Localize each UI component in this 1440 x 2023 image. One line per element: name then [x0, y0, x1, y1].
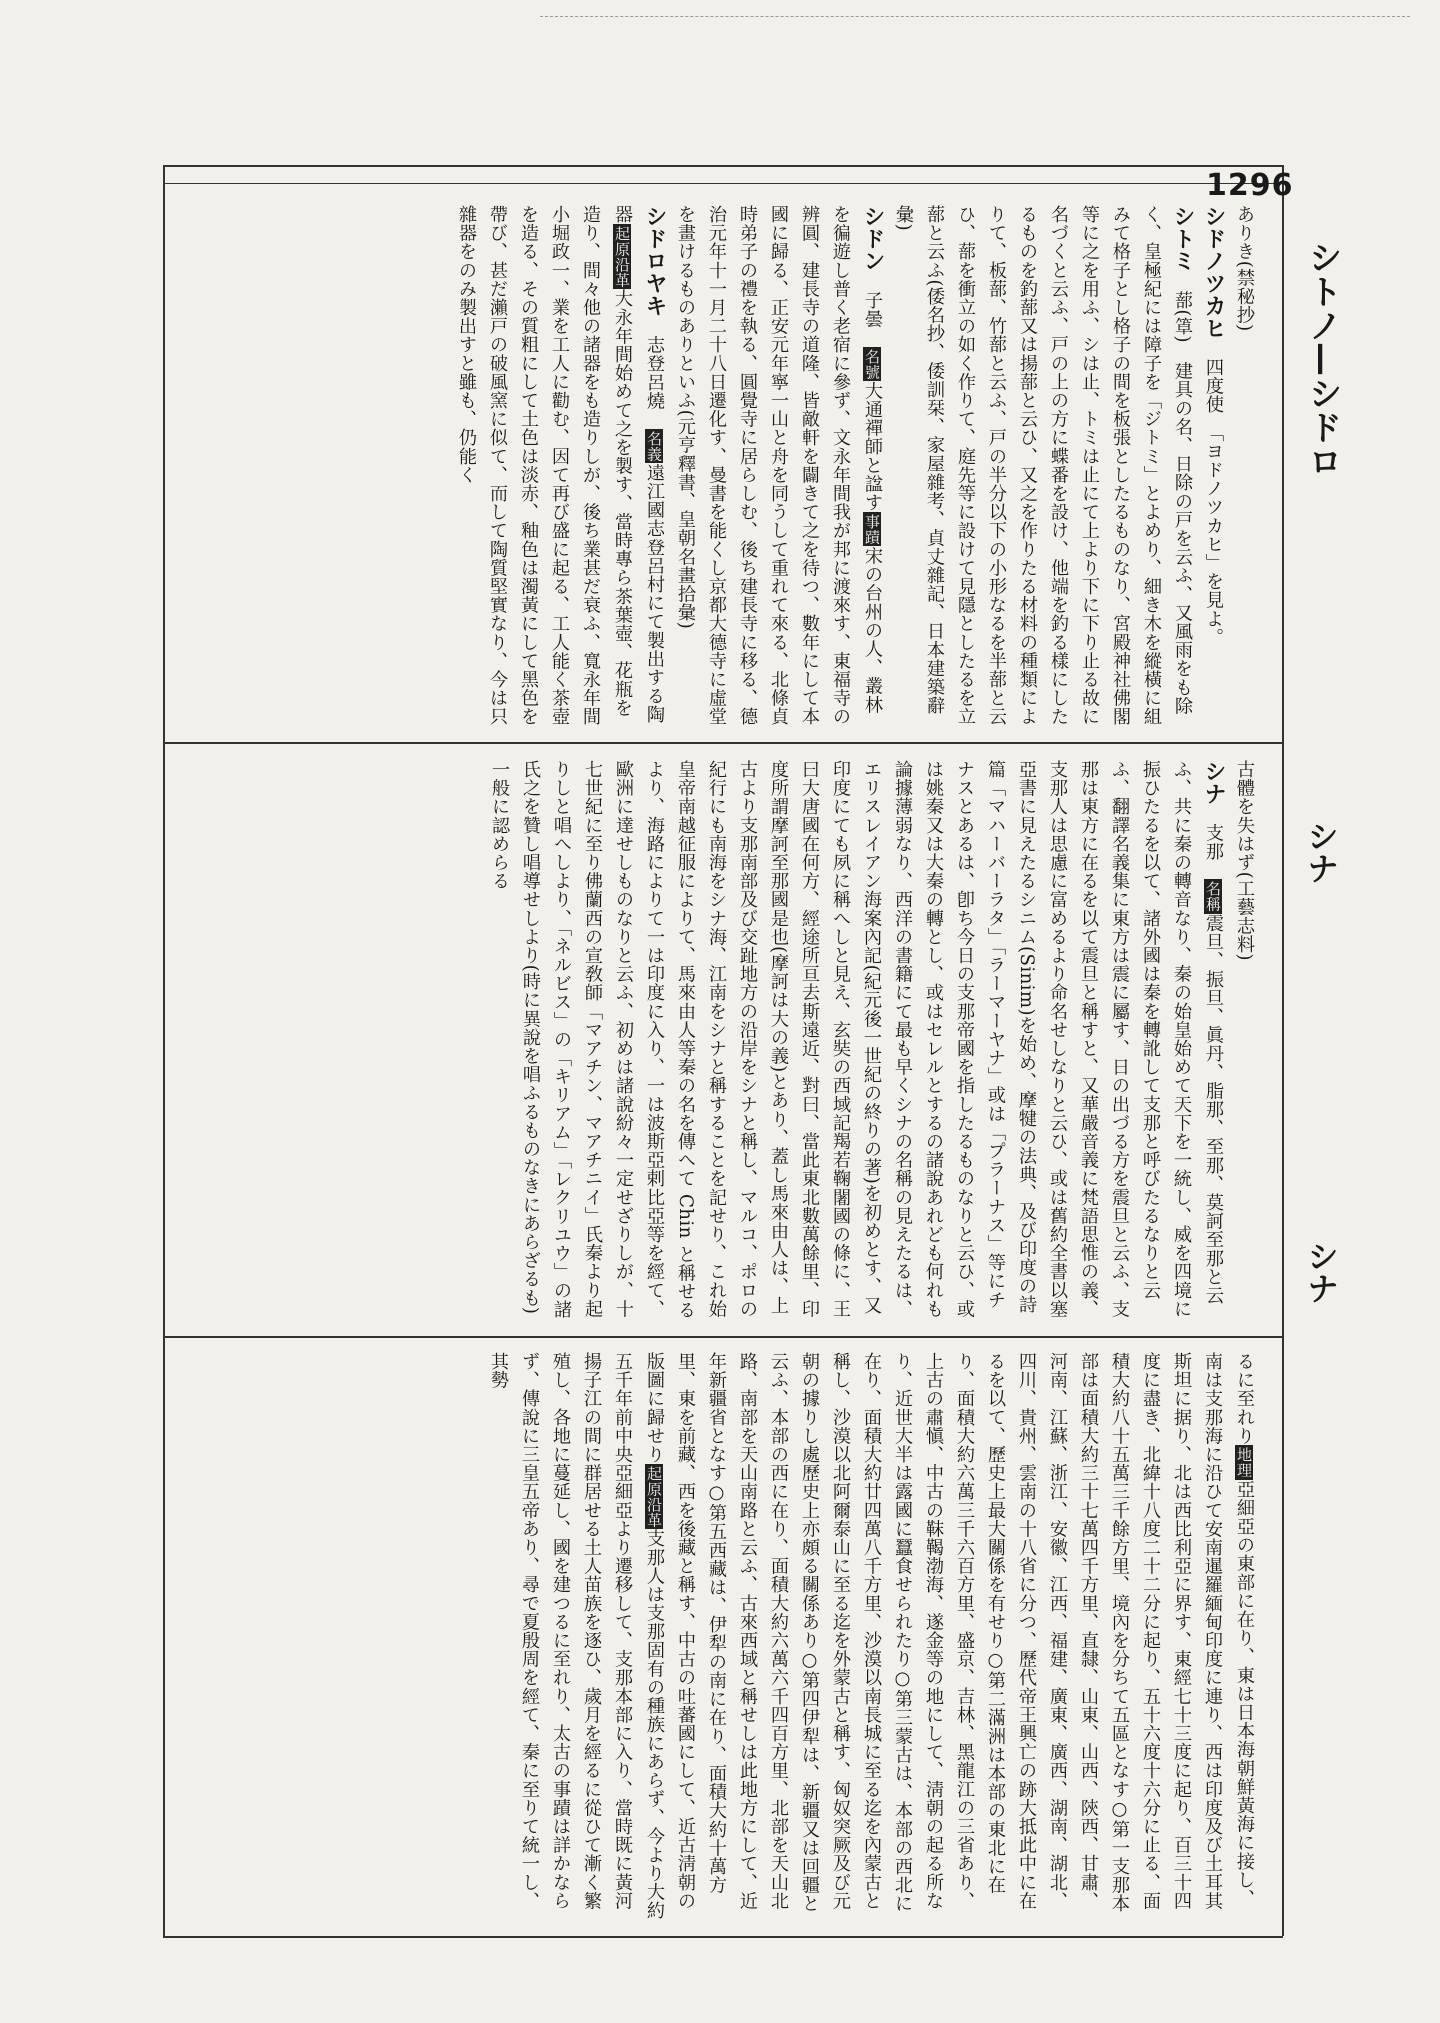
headword: シドン — [860, 205, 885, 273]
entry-body: 蔀(䈇) 建具の名、日除の戸を云ふ、又風雨をも除く、皇極紀には障子を「ジトミ」とよめり、細き木を縱橫に組みて格子とし格子の間を板張としたるものなり、宮殿神社佛閣等に之を用ふ、シは止、トミは止にて上より下に下り止る故に名づくと云ふ、戸の上の方に蝶番を設け、他端を釣る樣にしたるものを釣蔀又は揚蔀と云ひ、又之を作りたる材料の種類によりて、板蔀、竹蔀と云ふ、戸の半分以下の小形なるを半蔀と云ひ、蔀を衝立の如く作りて、庭先等に設けて見隱としたるを立蔀と云ふ(倭名抄、倭訓栞、家屋雜考、貞丈雜記、日本建築辭彙) — [893, 205, 1193, 726]
headword: シドロヤキ — [642, 205, 667, 317]
bottom-frame-rule — [163, 1936, 1283, 1938]
top-dashed-rule — [540, 16, 1410, 17]
entry-shidoroyaki — [451, 205, 670, 730]
headword: シトミ — [1170, 205, 1195, 273]
headword: シドノツカヒ — [1201, 205, 1226, 340]
entry-body: 亞細亞の東部に在り、東は日本海朝鮮黃海に接し、南は支那海に沿ひて安南暹羅緬甸印度に連り、西は印度及び土耳其斯坦に据り、北は西比利亞に界す、東經七十三度に起り、百三十四度に盡き、北緯十八度二十二分に起り、五十六度十六分に止る、面積大約八十五萬三千餘方里、境內を分ちて五區となす○第一支那本部は面積大約三十七萬四千方里、直隸、山東、山西、陝西、甘肅、河南、江蘇、浙江、安徽、江西、福建、廣東、廣西、湖南、湖北、四川、貴州、雲南の十八省に分つ、歷代帝王興亡の跡大抵此中に在るを以て、歷史上最大關係を有せり○第二滿洲は本部の東北に在り、面積大約六萬三千六百方里、盛京、吉林、黑龍江の三省あり、上古の肅愼、中古の靺鞨渤海、遂金等の地にして、淸朝の起る所なり、近世大半は露國に蠶食せられたり○第三蒙古は、本部の西北に在り、面積大約廿四萬八千方里、沙漠以南長城に至る迄を內蒙古と稱し、沙漠以北阿爾泰山に至る迄を外蒙古と稱す、匈奴突厥及び元朝の據りし處歷史上亦頗る關係あり○第四伊犁は、新疆又は回疆と云ふ、本部の西に在り、面積大約六萬六千四百方里、北部を天山北路、南部を天山南路と云ふ、古來西域と稱せしは此地方にして、近年新疆省となす○第五西藏は、伊犁の南に在り、面積大約十萬方里、東を前藏、西を後藏と稱す、中古の吐蕃國にして、近古淸朝の版圖に歸せり — [644, 1352, 1255, 1913]
top-frame-inner-rule — [163, 183, 1283, 184]
page-number: 1296 — [1206, 168, 1294, 203]
category-tag: 地理 — [1235, 1447, 1253, 1478]
entry-body: 大永年間始めて之を製す、當時專ら茶葉壺、花瓶を造り、間々他の諸器をも造りしが、後ち業甚だ衰ふ、寬永年間小堀政一、業を工人に勸む、因て再び盛に起る、工人能く茶壺を造る、その質粗にして土色は淡赤、釉色は濁黃にして黑色を帶び、甚だ瀨戸の破風窯に似て、而して陶質堅實なり、今は只雜器をのみ製出すと雖も、仍能く — [456, 205, 633, 726]
headword: シナ — [1201, 760, 1226, 805]
lower-section-text — [190, 1352, 1260, 1922]
entry-shina — [484, 760, 1229, 1325]
entry-shidon — [670, 205, 888, 730]
entry-shitomi — [888, 205, 1198, 730]
entry-body: 遠江國志登呂村にて製出する陶器 — [612, 205, 665, 724]
entry-body: 志登呂燒 — [644, 317, 665, 429]
running-head-low: シナ — [1302, 1240, 1340, 1304]
entry-body: 支那人は支那固有の種族にあらず、今より大約五千年前中央亞細亞より遷移して、支那本部に入り、當時既に黃河揚子江の間に群居せる土人苗族を逐ひ、歲月を經るに從ひて漸く繁殖し、各地に蔓延し、國を建つるに至れり、太古の事蹟は詳かならず、傳說に三皇五帝あり、尋で夏殷周を經て、秦に至りて統一し、其勢 — [488, 1352, 665, 1920]
entry-body: 大通禪師と諡す — [862, 381, 883, 512]
entry-continuation: 古體を失はず(工藝志料) — [1234, 760, 1255, 961]
running-head-mid: シナ — [1302, 820, 1340, 884]
entry-body: 支那 — [1203, 804, 1224, 880]
entry-body: 子曇 — [862, 272, 883, 347]
entry-shidonotsukahi — [1198, 205, 1229, 730]
category-tag: 名稱 — [1204, 881, 1222, 913]
middle-section-text — [190, 760, 1260, 1325]
running-head-main: シトノ—シドロ — [1302, 240, 1342, 478]
entry-shina-continued — [483, 1352, 1260, 1922]
entry-body: 宋の台州の人、叢林を徧遊し普く老宿に參ず、文永年間我が邦に渡來す、東福寺の辨圓、建長寺の道隆、皆敵軒を闢きて之を待つ、數年にして本國に歸る、正安元年寧一山と舟を同うして重れて來る、北條貞時弟子の禮を執る、圓覺寺に居らしむ、後ち建長寺に移る、德治元年十一月二十八日遷化す、曼書を能くし京都大德寺に虛堂を畫けるものありといふ(元亨釋書、皇朝名畫拾彙) — [675, 205, 883, 726]
upper-section-text — [190, 205, 1260, 730]
lower-section-divider — [163, 1336, 1283, 1338]
category-tag: 名義 — [645, 430, 663, 462]
entry-body: るに至れり — [1234, 1352, 1255, 1445]
entry-continuation: ありき(禁秘抄) — [1234, 205, 1255, 332]
right-frame-rule — [1282, 165, 1284, 1936]
category-tag: 起原沿革 — [645, 1465, 663, 1528]
upper-section-divider — [163, 742, 1283, 744]
top-frame-rule — [163, 165, 1283, 167]
category-tag: 起原沿革 — [613, 225, 631, 288]
category-tag: 事蹟 — [863, 513, 881, 545]
entry-body: 震旦、振旦、眞丹、脂那、至那、莫訶至那と云ふ、共に秦の轉音なり、秦の始皇始めて天下を一統し、威を四境に振ひたるを以て、諸外國は秦を轉訛して支那と呼びたるなりと云ふ、翻譯名義集に東方は震に屬す、日の出づる方を震旦と云ふ、支那は東方に在るを以て震旦と稱すと、又華嚴音義に梵語思惟の義、支那人は思慮に富めるより命名せしなりと云ひ、或は舊約全書以塞亞書に見えたるシニム(Sinim)を始め、摩犍の法典、及び印度の詩篇「マハーバーラタ」「ラーマーヤナ」或は「プラーナス」等にチナスとあるは、卽ち今日の支那帝國を指したるものなりと云ひ、或は姚秦又は大秦の轉とし、或はセレルとするの諸說あれども何れも論據薄弱なり、西洋の書籍にて最も早くシナの名稱の見えたるは、エリスレイアン海案內記(紀元後一世紀の終りの著)を初めとす、又印度にても夙に稱へしと見え、玄奘の西域記羯若鞠闍國の條に、王曰大唐國在何方、經途所亘去斯遠近、對曰、當此東北數萬餘里、印度所謂摩訶至那國是也(摩訶は大の義)とあり、蓋し馬來由人は、上古より支那南部及び交趾地方の沿岸をシナと稱し、マルコ、ポロの紀行にも南海をシナ海、江南をシナと稱することを記せり、これ始皇帝南越征服によりて、馬來由人等秦の名を傳へて Chin と稱せるより、海路によりて一は印度に入り、一は波斯亞剌比亞等を經て、歐洲に達せしものなりと云ふ、初めは諸說紛々一定せざりしが、十七世紀に至り佛蘭西の宣敎師「マアチン、マアチニイ」氏秦より起りしと唱へしより、「ネルビス」の「キリアム」「レクリユウ」の諸氏之を贊し唱導せしより(時に異說を唱ふるものなきにあらざるも)一般に認めらる — [489, 760, 1224, 1320]
category-tag: 名號 — [863, 348, 881, 380]
entry-body: 四度使 「ヨドノツカヒ」を見よ。 — [1203, 339, 1224, 647]
left-frame-rule — [163, 165, 165, 1936]
